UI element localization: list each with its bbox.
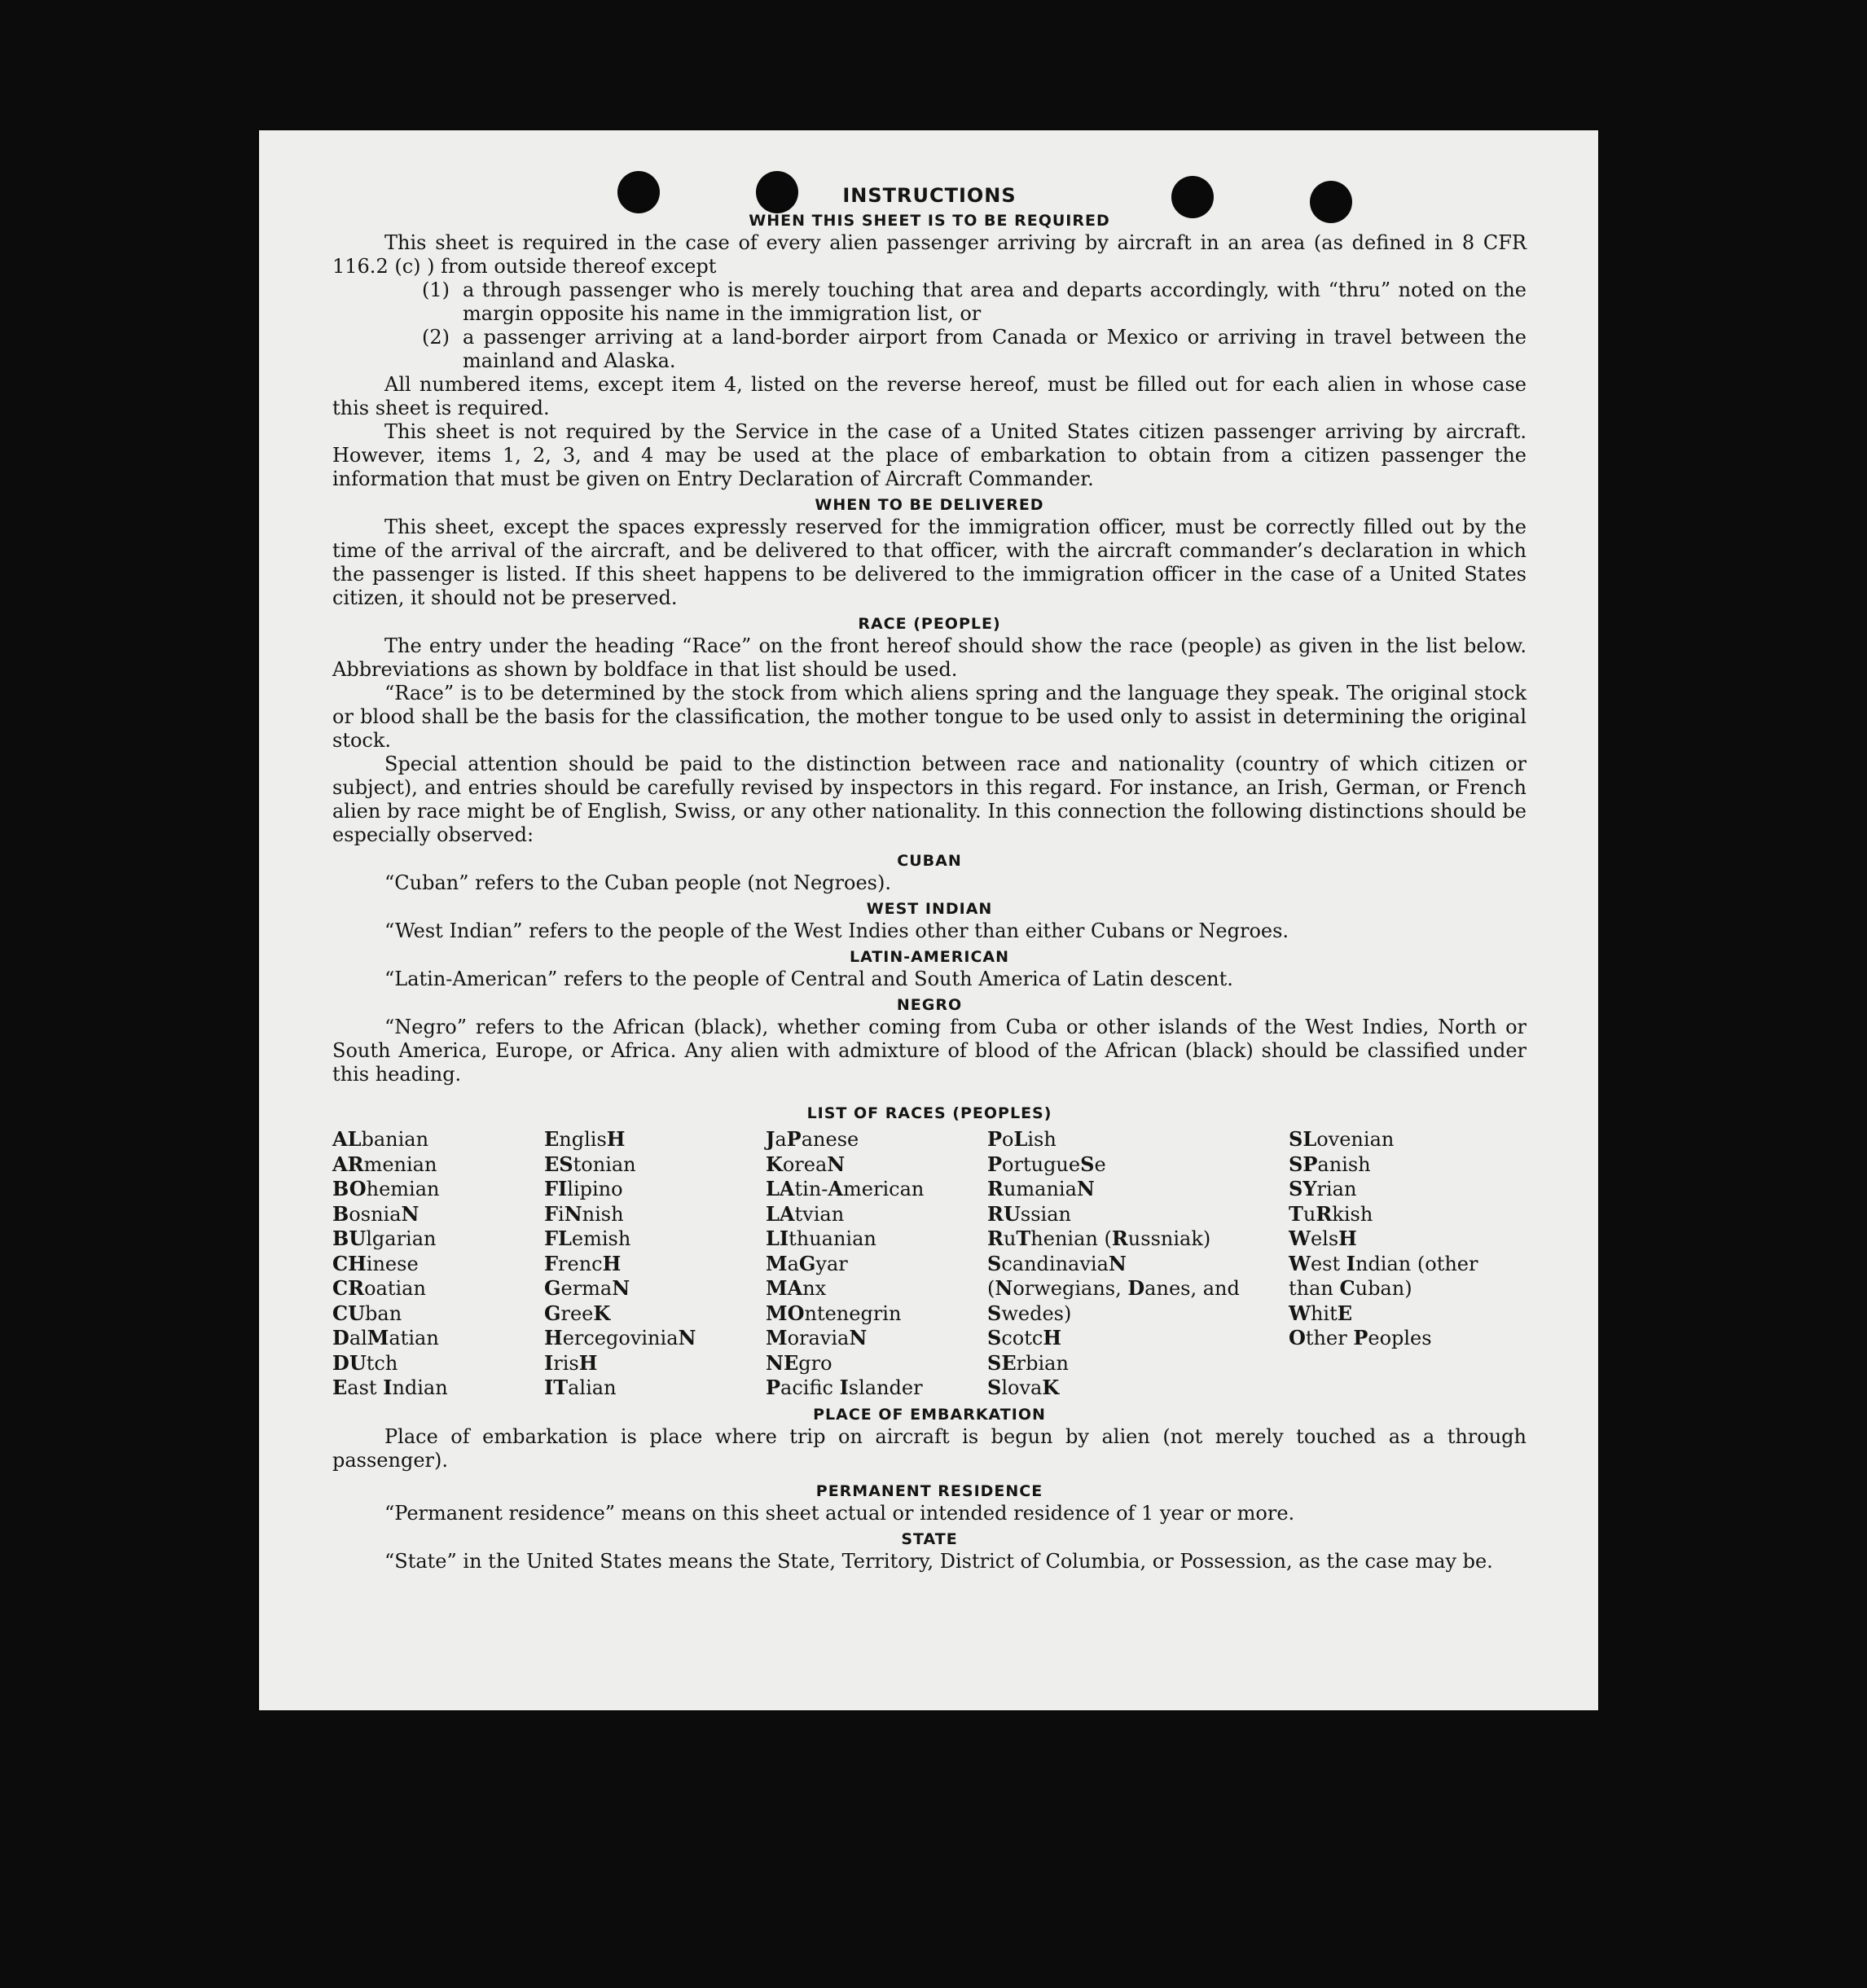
race-entry: Other Peoples — [1289, 1326, 1432, 1349]
race-entry: LAtin-American — [766, 1177, 925, 1200]
item-text: a passenger arriving at a land-border airport from Canada or Mexico or arriving in travel between the mainland and Alaska. — [463, 326, 1527, 372]
paragraph: “Cuban” refers to the Cuban people (not Negroes). — [384, 871, 891, 894]
race-entry: DUtch — [332, 1350, 398, 1375]
races-column — [1289, 1127, 1527, 1401]
item-number: (1) — [422, 279, 450, 301]
race-entry: ALbanian — [332, 1127, 429, 1151]
paragraph: This sheet is required in the case of every alien passenger arriving by aircraft in an area (as defined in 8 CFR 116.2 (c) ) from outside thereof except — [332, 231, 1527, 278]
paragraph: “Latin-American” refers to the people of Central and South America of Latin descent. — [384, 968, 1233, 990]
section-heading: RACE (PEOPLE) — [858, 615, 1001, 633]
races-column — [332, 1127, 544, 1401]
race-entry: EnglisH — [544, 1127, 626, 1151]
section-heading: LATIN-AMERICAN — [850, 948, 1009, 966]
races-column — [766, 1127, 987, 1401]
race-entry: ITalian — [544, 1376, 617, 1399]
paragraph: All numbered items, except item 4, listed on the reverse hereof, must be filled out for each alien in whose case this sheet is required. — [332, 373, 1527, 419]
section-heading: NEGRO — [896, 996, 963, 1014]
paragraph: Place of embarkation is place where trip on aircraft is begun by alien (not merely touched as a through passenger). — [332, 1424, 1527, 1472]
race-entry: ARmenian — [332, 1152, 437, 1176]
section-heading: PLACE OF EMBARKATION — [813, 1405, 1046, 1424]
races-column — [544, 1127, 766, 1401]
race-entry: ScandinaviaN (Norwegians, Danes, and Swedes) — [987, 1251, 1240, 1325]
race-entry: WelsH — [1289, 1227, 1357, 1250]
race-entry: GreeK — [544, 1301, 611, 1325]
race-entry: IrisH — [544, 1350, 598, 1375]
race-entry: SlovaK — [987, 1376, 1060, 1399]
paragraph: “State” in the United States means the State, Territory, District of Columbia, or Possession, as the case may be. — [384, 1549, 1493, 1573]
item-number: (2) — [422, 326, 450, 349]
race-entry: DalMatian — [332, 1326, 439, 1349]
race-entry: East Indian — [332, 1376, 448, 1399]
paragraph: “West Indian” refers to the people of the West Indies other than either Cubans or Negroes. — [384, 919, 1289, 942]
race-entry: CRoatian — [332, 1276, 426, 1300]
race-entry: FrencH — [544, 1251, 622, 1275]
race-entry: RumaniaN — [987, 1177, 1095, 1200]
race-entry: BosniaN — [332, 1201, 420, 1226]
paragraph: “Permanent residence” means on this sheet actual or intended residence of 1 year or more. — [384, 1501, 1295, 1525]
section-heading: STATE — [901, 1529, 958, 1548]
paragraph: “Race” is to be determined by the stock from which aliens spring and the language they speak. The original stock or blood shall be the basis for the classification, the mother tongue to be used only to assist in determining the original stock. — [332, 682, 1527, 752]
race-entry: CUban — [332, 1301, 402, 1325]
race-entry: SLovenian — [1289, 1127, 1395, 1151]
race-entry: NEgro — [766, 1350, 832, 1375]
race-entry: MaGyar — [766, 1251, 848, 1275]
race-entry: PortugueSe — [987, 1152, 1106, 1176]
paragraph: This sheet is not required by the Service in the case of a United States citizen passenger arriving by aircraft. However, items 1, 2, 3, and 4 may be used at the place of embarkation to obtain from a citizen passenger the information that must be given on Entry Declaration of Aircraft Commander. — [332, 420, 1527, 490]
race-entry: FiNnish — [544, 1201, 624, 1226]
paragraph: Special attention should be paid to the distinction between race and nationality (country of which citizen or subject), and entries should be carefully revised by inspectors in this regard. For instance, an Irish, German, or French alien by race might be of English, Swiss, or any other nationality. In this connection the following distinctions should be especially observed: — [332, 753, 1527, 846]
item-text: a through passenger who is merely touching that area and departs accordingly, with “thru” noted on the margin opposite his name in the immigration list, or — [463, 279, 1527, 325]
race-entry: SYrian — [1289, 1177, 1357, 1200]
race-entry: LAtvian — [766, 1201, 845, 1226]
race-entry: JaPanese — [766, 1127, 859, 1151]
section-heading: LIST OF RACES (PEOPLES) — [806, 1104, 1052, 1122]
race-entry: MAnx — [766, 1276, 827, 1300]
race-entry: LIthuanian — [766, 1227, 876, 1250]
race-entry: BOhemian — [332, 1177, 440, 1200]
race-entry: Pacific Islander — [766, 1376, 923, 1399]
instructions-content — [332, 184, 1527, 1573]
race-entry: MOntenegrin — [766, 1301, 902, 1325]
race-entry: RUssian — [987, 1201, 1071, 1226]
race-entry: CHinese — [332, 1251, 419, 1275]
race-entry: SPanish — [1289, 1152, 1371, 1176]
races-column — [987, 1127, 1240, 1401]
paragraph: “Negro” refers to the African (black), whether coming from Cuba or other islands of the West Indies, North or South America, Europe, or Africa. Any alien with admixture of blood of the African (black) should be classified under this heading. — [332, 1016, 1527, 1086]
document-sheet — [259, 130, 1598, 1710]
race-entry: RuThenian (Russniak) — [987, 1227, 1211, 1250]
race-entry: HercegoviniaN — [544, 1326, 696, 1349]
race-entry: TuRkish — [1289, 1201, 1373, 1226]
race-entry: MoraviaN — [766, 1326, 868, 1349]
paragraph: The entry under the heading “Race” on the front hereof should show the race (people) as given in the list below. Abbreviations as shown by boldface in that list should be used. — [332, 634, 1527, 681]
page-title: INSTRUCTIONS — [842, 184, 1017, 207]
race-entry: WhitE — [1289, 1301, 1353, 1325]
race-entry: FLemish — [544, 1227, 631, 1250]
race-entry: GermaN — [544, 1276, 630, 1300]
races-list — [332, 1127, 1527, 1401]
section-heading: CUBAN — [897, 852, 962, 870]
list-item — [422, 326, 1527, 373]
race-entry: SErbian — [987, 1350, 1069, 1375]
list-item — [422, 279, 1527, 326]
race-entry: PoLish — [987, 1127, 1057, 1151]
race-entry: ScotcH — [987, 1326, 1062, 1349]
race-entry: FIlipino — [544, 1177, 623, 1200]
section-heading: PERMANENT RESIDENCE — [815, 1481, 1043, 1500]
race-entry: KoreaN — [766, 1152, 846, 1176]
paragraph: This sheet, except the spaces expressly reserved for the immigration officer, must be correctly filled out by the time of the arrival of the aircraft, and be delivered to that officer, with the aircraft commander’s declaration in which the passenger is listed. If this sheet happens to be delivered to the immigration officer in the case of a United States citizen, it should not be preserved. — [332, 516, 1527, 609]
section-heading: WHEN TO BE DELIVERED — [815, 496, 1044, 514]
race-entry: EStonian — [544, 1152, 636, 1176]
section-heading: WHEN THIS SHEET IS TO BE REQUIRED — [749, 212, 1110, 230]
race-entry: BUlgarian — [332, 1227, 437, 1250]
race-entry: West Indian (other than Cuban) — [1289, 1251, 1478, 1300]
section-heading: WEST INDIAN — [866, 900, 993, 918]
